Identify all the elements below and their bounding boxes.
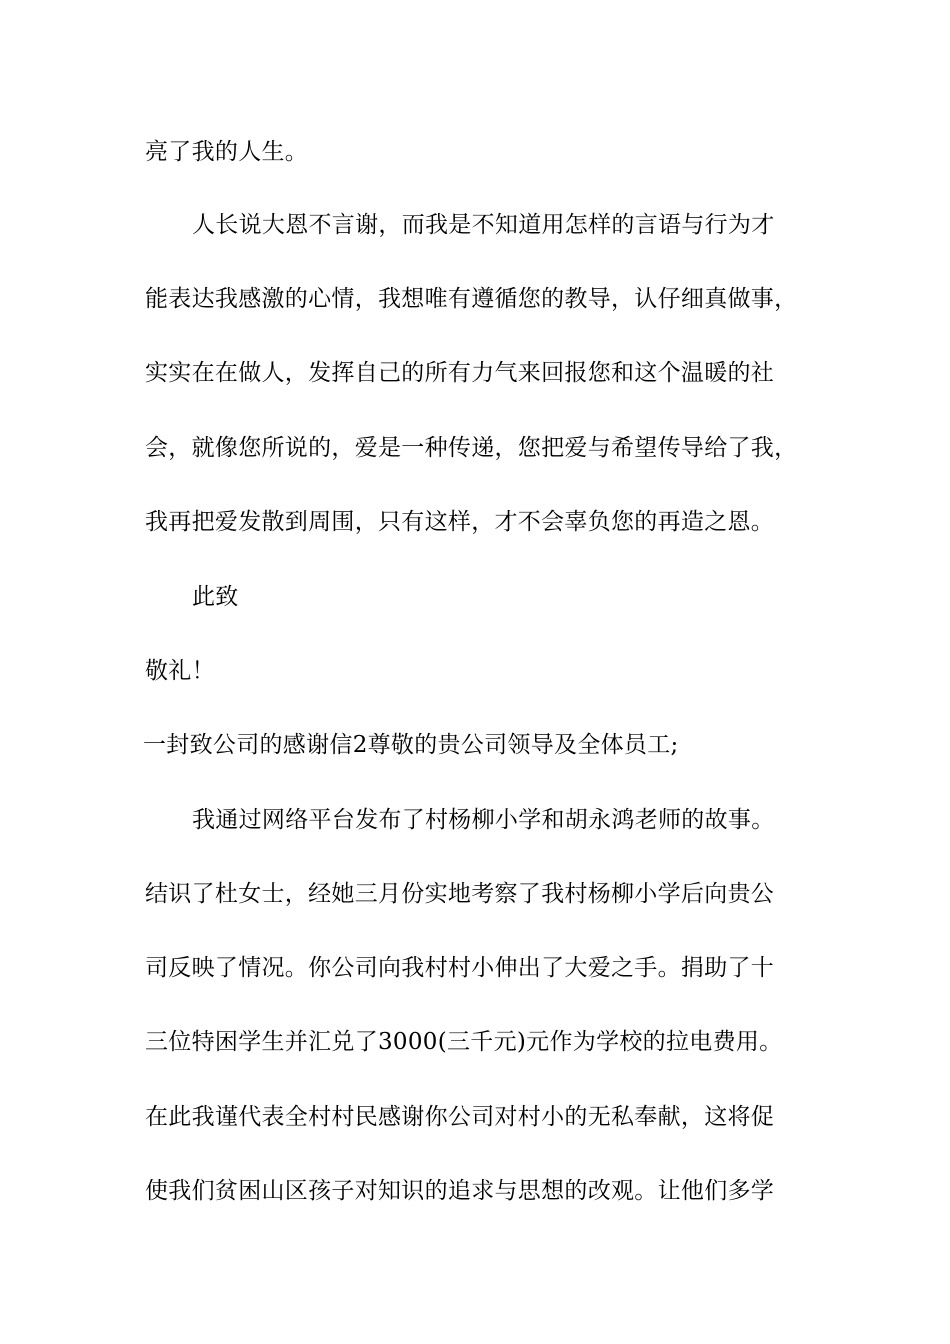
letter-heading: 一封致公司的感谢信2尊敬的贵公司领导及全体员工;: [143, 732, 679, 758]
text-line: 能表达我感激的心情，我想唯有遵循您的教导，认仔细真做事，: [145, 286, 798, 312]
text-line: 使我们贫困山区孩子对知识的追求与思想的改观。让他们多学: [145, 1178, 775, 1204]
paragraph-line: 人长说大恩不言谢，而我是不知道用怎样的言语与行为才: [192, 212, 775, 238]
salutation-line: 敬礼！: [145, 658, 215, 684]
text-line: 司反映了情况。你公司向我村村小伸出了大爱之手。捐助了十: [145, 955, 775, 981]
paragraph-line: 我通过网络平台发布了村杨柳小学和胡永鸿老师的故事。: [192, 807, 775, 833]
text-line: 我再把爱发散到周围，只有这样，才不会辜负您的再造之恩。: [145, 509, 775, 535]
closing-line: 此致: [192, 584, 239, 610]
text-line: 结识了杜女士，经她三月份实地考察了我村杨柳小学后向贵公: [145, 881, 775, 907]
text-line: 会，就像您所说的，爱是一种传递，您把爱与希望传导给了我，: [145, 435, 798, 461]
text-line: 在此我谨代表全村村民感谢你公司对村小的无私奉献，这将促: [145, 1104, 775, 1130]
text-line: 亮了我的人生。: [145, 139, 309, 165]
text-line: 实实在在做人，发挥自己的所有力气来回报您和这个温暖的社: [145, 360, 775, 386]
text-line: 三位特困学生并汇兑了3000(三千元)元作为学校的拉电费用。: [145, 1029, 783, 1055]
